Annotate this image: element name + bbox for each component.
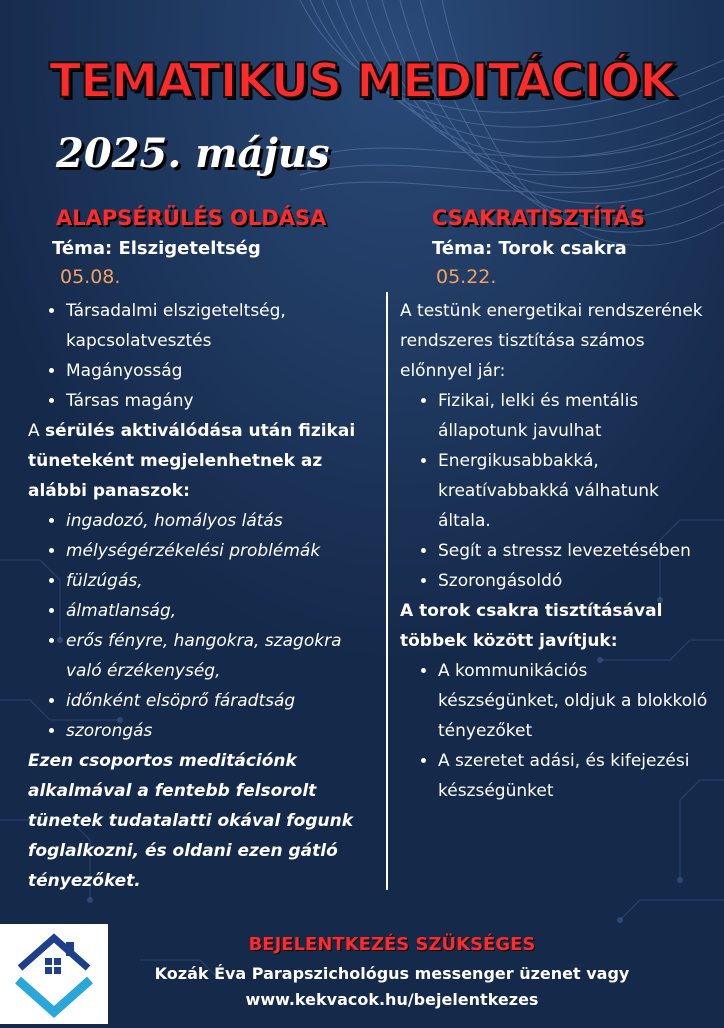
benefits-intro: A testünk energetikai rendszerének rendszeres tisztítása számos előnnyel jár: <box>400 301 703 381</box>
list-item: • mélységérzékelési problémák <box>66 536 380 566</box>
page-subtitle: 2025. május <box>56 130 330 177</box>
right-topic: Téma: Torok csakra <box>432 238 627 259</box>
list-item: • Fizikai, lelki és mentális állapotunk javulhat <box>438 386 708 446</box>
list-item: • Társas magány <box>66 386 380 416</box>
footer-heading: BEJELENTKEZÉS SZÜKSÉGES <box>248 934 536 955</box>
list-item: • A szeretet adási, és kifejezési készségünket <box>438 746 708 806</box>
symptoms-list <box>28 506 380 746</box>
list-item: • Társadalmi elszigeteltség, kapcsolatvesztés <box>66 296 380 356</box>
benefits-list <box>400 386 708 596</box>
list-item: • ingadozó, homályos látás <box>66 506 380 536</box>
improvements-list <box>400 656 708 806</box>
symptoms-intro-start: A <box>28 421 46 441</box>
list-item: • Szorongásoldó <box>438 566 708 596</box>
list-item: • Segít a stressz levezetésében <box>438 536 708 566</box>
list-item: • Energikusabbakká, kreatívabbakká válhatunk általa. <box>438 446 708 536</box>
right-heading: CSAKRATISZTÍTÁS <box>432 206 645 230</box>
page-title: TEMATIKUS MEDITÁCIÓK <box>49 54 675 109</box>
footer-contact: Kozák Éva Parapszichológus messenger üzenet vagy <box>154 964 630 983</box>
left-topic: Téma: Elszigeteltség <box>52 238 261 259</box>
column-divider <box>386 292 388 890</box>
throat-chakra-paragraph: A torok csakra tisztításával többek között javítjuk: <box>400 601 663 651</box>
list-item: • erős fényre, hangokra, szagokra való érzékenység, <box>66 626 380 686</box>
closing-paragraph: Ezen csoportos meditációnk alkalmával a fentebb felsorolt tünetek tudatalatti okával fogunk foglalkozni, és oldani ezen gátló tényezőket. <box>28 751 354 891</box>
list-item: • időnként elsöprő fáradtság <box>66 686 380 716</box>
left-date: 05.08. <box>60 266 121 288</box>
left-column <box>28 296 380 896</box>
list-item: • Magányosság <box>66 356 380 386</box>
list-item: • fülzúgás, <box>66 566 380 596</box>
list-item: • szorongás <box>66 716 380 746</box>
symptoms-intro-bold: sérülés aktiválódása után fizikai tüneteként megjelenhetnek az alábbi panaszok: <box>28 421 356 501</box>
right-date: 05.22. <box>436 266 497 288</box>
list-item: • álmatlanság, <box>66 596 380 626</box>
left-heading: ALAPSÉRÜLÉS OLDÁSA <box>56 206 327 230</box>
list-item: • A kommunikációs készségünket, oldjuk a blokkoló tényezőket <box>438 656 708 746</box>
isolation-list <box>28 296 380 416</box>
symptoms-intro <box>28 416 380 506</box>
right-column <box>400 296 708 806</box>
footer-url: www.kekvacok.hu/bejelentkezes <box>245 990 539 1009</box>
